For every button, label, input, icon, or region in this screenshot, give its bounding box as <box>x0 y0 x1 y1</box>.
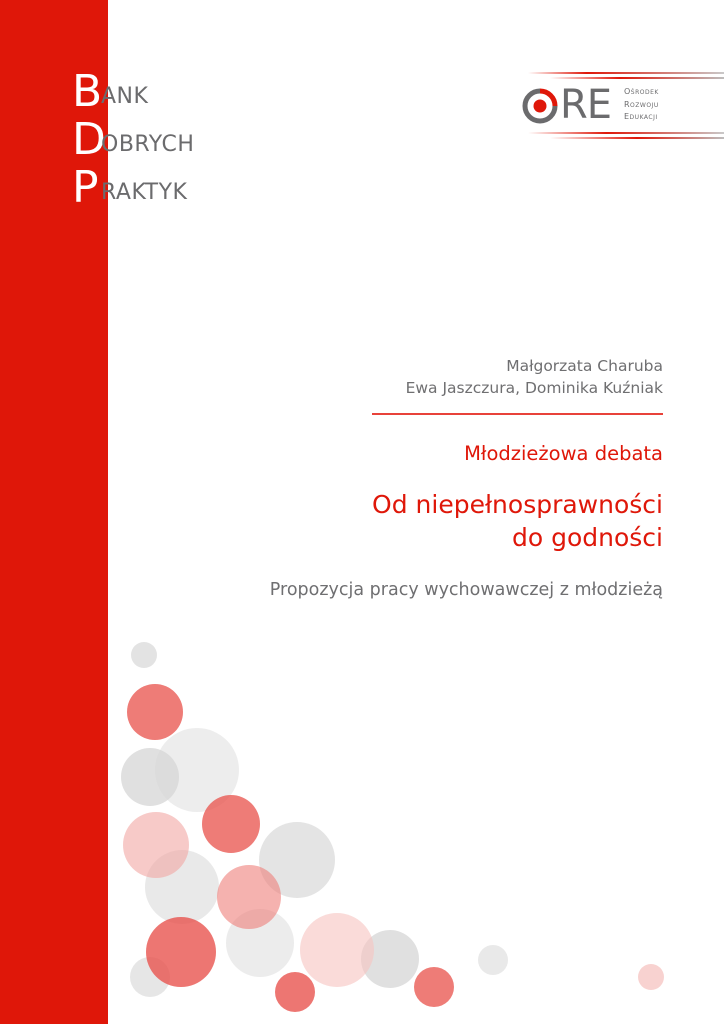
document-title <box>372 488 663 554</box>
bubble <box>226 909 294 977</box>
ore-stripe <box>550 77 724 79</box>
bdp-word-bank: ANK <box>101 84 149 109</box>
authors-line-2: Ewa Jaszczura, Dominika Kuźniak <box>405 379 663 397</box>
ore-o-mark-icon <box>520 88 560 124</box>
bubble <box>145 850 219 924</box>
bdp-word-praktyk: RAKTYK <box>101 180 188 205</box>
ore-logo <box>510 70 724 140</box>
bubble <box>259 822 335 898</box>
ore-stripe <box>550 137 724 139</box>
bubble <box>414 967 454 1007</box>
bubble <box>361 930 419 988</box>
bdp-initial-p: P <box>72 162 99 213</box>
bubble <box>300 913 374 987</box>
bdp-initial-b: B <box>72 66 103 117</box>
document-tagline: Propozycja pracy wychowawczej z młodzieżą <box>269 580 663 600</box>
bubble <box>146 917 216 987</box>
ore-name-line1: Ośrodek <box>624 87 659 96</box>
ore-stripe <box>528 72 724 74</box>
bubble <box>217 865 281 929</box>
bubble <box>130 957 170 997</box>
bubble <box>131 642 157 668</box>
title-line-1: Od niepełnosprawności <box>372 490 663 519</box>
ore-name-line3: Edukacji <box>624 112 658 121</box>
ore-full-name <box>624 86 659 124</box>
ore-letters: RE <box>560 82 612 128</box>
ore-name-line2: Rozwoju <box>624 99 659 109</box>
bubble <box>121 748 179 806</box>
bdp-initial-d: D <box>72 114 106 165</box>
bubble <box>275 972 315 1012</box>
bdp-word-dobrych: OBRYCH <box>101 132 195 157</box>
bubble <box>123 812 189 878</box>
authors-line-1: Małgorzata Charuba <box>506 357 663 375</box>
bubble <box>478 945 508 975</box>
title-line-2: do godności <box>511 523 663 552</box>
bubble <box>202 795 260 853</box>
red-divider <box>372 413 663 415</box>
series-subtitle: Młodzieżowa debata <box>464 442 663 465</box>
bubble <box>155 728 239 812</box>
bubble <box>638 964 664 990</box>
bubble <box>127 684 183 740</box>
authors <box>406 355 663 399</box>
ore-stripe <box>528 132 724 134</box>
